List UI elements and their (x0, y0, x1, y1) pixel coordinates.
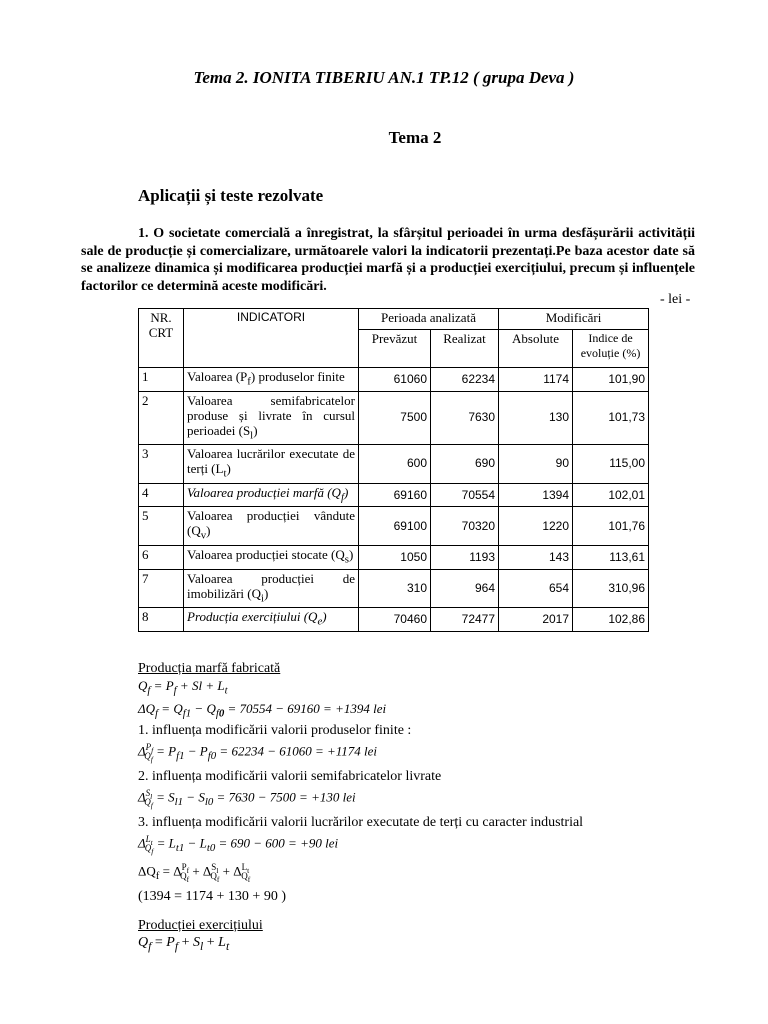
row-indicator: Valoarea lucrărilor executate de terți $(L_t)$ (184, 445, 359, 484)
formula-delta-sum: $\Delta Q_f = \Delta^{P_f}_{Q_f} + \Delta^{S_l}_{Q_f} + \Delta^{L_t}_{Q_f}$ (138, 862, 251, 885)
row-nr: 5 (139, 507, 184, 546)
formula-influence-lt: $\Delta^{L_t}_{Q_f} = L_{t1} - L_{t0} = 690 - 600 = +90$ lei (138, 833, 339, 856)
item-1-text: 1. influența modificării valorii produselor finite : (138, 723, 412, 739)
row-prevazut: 600 (359, 445, 431, 484)
row-absolute: 654 (499, 569, 573, 608)
formula-influence-sl: $\Delta^{S_l}_{Q_f} = S_{l1} - S_{l0} = 7630 - 7500 = +130$ lei (138, 787, 356, 810)
header-absolute: Absolute (499, 329, 573, 367)
row-absolute: 1394 (499, 483, 573, 507)
row-indicator: Valoarea $(P_f)$ produselor finite (184, 368, 359, 392)
row-realizat: 72477 (431, 608, 499, 632)
row-nr: 6 (139, 545, 184, 569)
row-realizat: 70320 (431, 507, 499, 546)
item-3-text: 3. influența modificării valorii lucrărilor executate de terți cu caracter industrial (138, 814, 584, 830)
problem-statement (81, 225, 695, 295)
table-row (139, 391, 649, 445)
row-absolute: 130 (499, 391, 573, 445)
heading-productia-marfa: Producția marfă fabricată (138, 661, 281, 676)
tema-title: Tema 2 (388, 128, 442, 147)
formula-influence-pf: $\Delta^{P_f}_{Q_f} = P_{f1} - P_{f0} = 62234 - 61060 = +1174$ lei (138, 742, 378, 764)
header-perioada: Perioada analizată (359, 309, 499, 330)
table-header-row (139, 309, 649, 330)
row-prevazut: 61060 (359, 368, 431, 392)
row-nr: 7 (139, 569, 184, 608)
row-prevazut: 69100 (359, 507, 431, 546)
row-absolute: 2017 (499, 608, 573, 632)
row-indice: 310,96 (573, 569, 649, 608)
row-indice: 102,86 (573, 608, 649, 632)
item-2-text: 2. influența modificării valorii semifabricatelor livrate (138, 768, 442, 784)
formula-delta-qf: $\Delta Q_f = Q_{f1} - Q_{f0} = 70554 - 69160 = +1394$ lei (138, 700, 387, 720)
unit-label: - lei - (660, 292, 691, 307)
row-nr: 1 (139, 368, 184, 392)
row-indicator: Producția exercițiului $(Q_e)$ (184, 608, 359, 632)
formula-qe-definition: $Q_f = P_f + S_l + L_t$ (138, 935, 230, 953)
problem-text: 1. O societate comercială a înregistrat, la sfârșitul perioadei în urma desfășurării activității sale de producție și comercializare, următoarele valori la indicatorii prezentați.Pe baza acestor date să se analizeze dinamica și modificarea producției marfă și a producției exercițiului, precum și influențele factorilor ce determină aceste modificări. (81, 226, 695, 294)
row-indice: 102,01 (573, 483, 649, 507)
header-indice: Indice de evoluție (%) (573, 329, 649, 367)
table-row (139, 608, 649, 632)
heading-productia-exercitiului: Producției exercițiului (138, 918, 263, 934)
row-indicator: Valoarea producției marfă $(Q_f)$ (184, 483, 359, 507)
header-prevazut: Prevăzut (359, 329, 431, 367)
header-indicatori: INDICATORI (184, 309, 359, 368)
row-prevazut: 7500 (359, 391, 431, 445)
row-indicator: Valoarea producției vândute $(Q_v)$ (184, 507, 359, 546)
table-row (139, 569, 649, 608)
row-realizat: 7630 (431, 391, 499, 445)
row-prevazut: 69160 (359, 483, 431, 507)
table-row (139, 445, 649, 484)
row-prevazut: 70460 (359, 608, 431, 632)
header-nr: NR. CRT (139, 309, 184, 368)
table-row (139, 483, 649, 507)
row-absolute: 1220 (499, 507, 573, 546)
row-prevazut: 310 (359, 569, 431, 608)
row-indice: 101,76 (573, 507, 649, 546)
row-realizat: 964 (431, 569, 499, 608)
row-indice: 101,73 (573, 391, 649, 445)
row-absolute: 90 (499, 445, 573, 484)
formulas-section (138, 660, 698, 955)
row-indice: 113,61 (573, 545, 649, 569)
row-indice: 115,00 (573, 445, 649, 484)
formula-qf-definition: $Q_f = P_f + Sl + L_t$ (138, 678, 228, 697)
row-indicator: Valoarea producției stocate $(Q_s)$ (184, 545, 359, 569)
header-realizat: Realizat (431, 329, 499, 367)
row-indice: 101,90 (573, 368, 649, 392)
table-row (139, 545, 649, 569)
row-realizat: 70554 (431, 483, 499, 507)
row-absolute: 1174 (499, 368, 573, 392)
section-title: Aplicații și teste rezolvate (138, 186, 324, 205)
row-realizat: 62234 (431, 368, 499, 392)
row-prevazut: 1050 (359, 545, 431, 569)
document-header: Tema 2. IONITA TIBERIU AN.1 TP.12 ( grupa Deva ) (193, 68, 575, 87)
row-nr: 3 (139, 445, 184, 484)
table-row (139, 507, 649, 546)
row-indicator: Valoarea semifabricatelor produse și livrate în cursul perioadei $(S_l)$ (184, 391, 359, 445)
header-modificari: Modificări (499, 309, 649, 330)
formula-verification: (1394 = 1174 + 130 + 90 ) (138, 889, 286, 905)
row-nr: 8 (139, 608, 184, 632)
indicators-table (138, 308, 649, 632)
row-indicator: Valoarea producției de imobilizări $(Q_i)$ (184, 569, 359, 608)
row-absolute: 143 (499, 545, 573, 569)
row-nr: 2 (139, 391, 184, 445)
row-realizat: 1193 (431, 545, 499, 569)
row-realizat: 690 (431, 445, 499, 484)
table-row (139, 368, 649, 392)
row-nr: 4 (139, 483, 184, 507)
